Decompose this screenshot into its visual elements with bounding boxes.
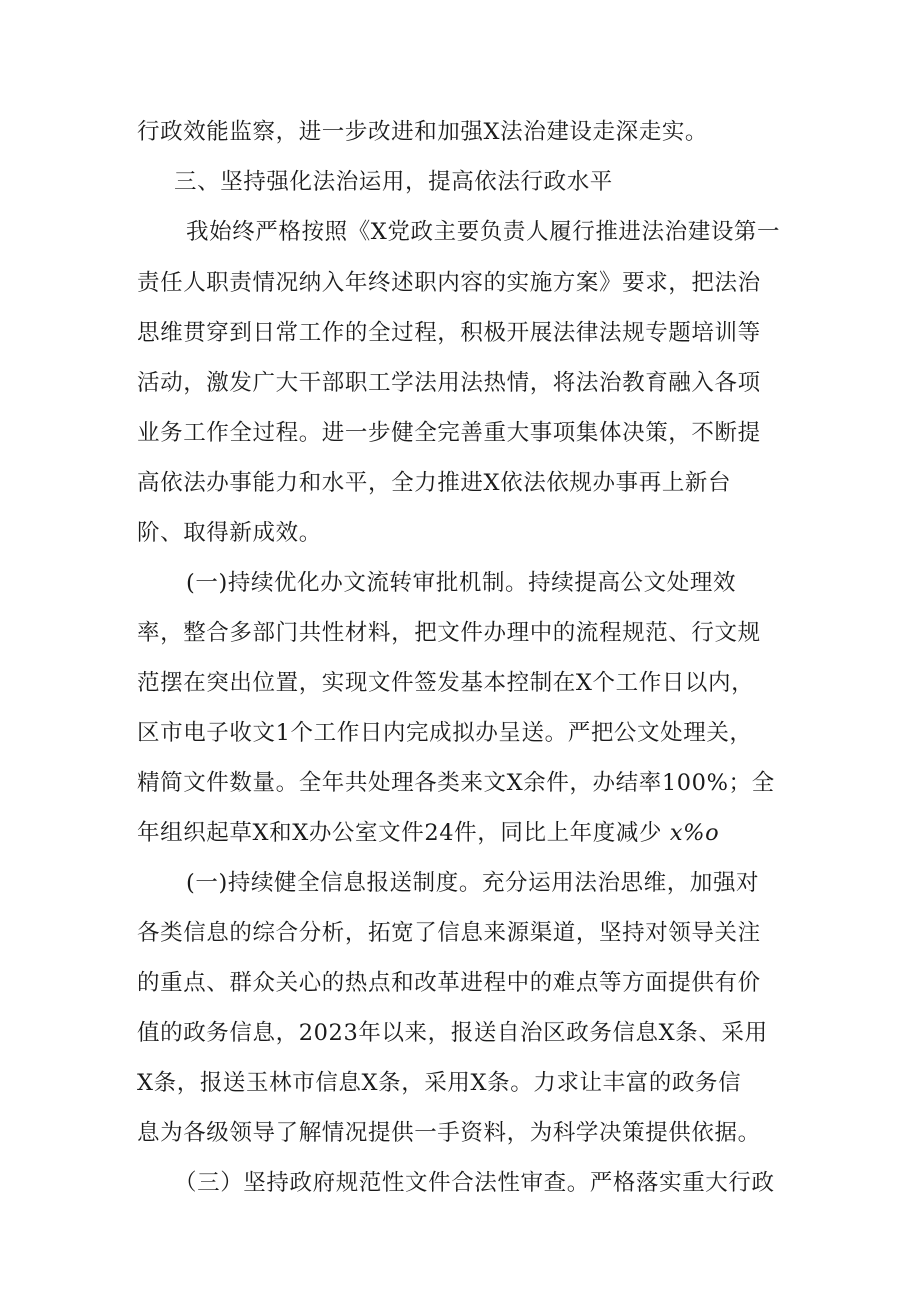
paragraph-line: 行政效能监察，进一步改进和加强X法治建设走深走实。	[137, 119, 709, 145]
paragraph-line: 率，整合多部门共性材料，把文件办理中的流程规范、行文规	[137, 620, 761, 646]
paragraph-line: 范摆在突出位置，实现文件签发基本控制在X个工作日以内，	[137, 670, 755, 696]
subsection-line: （三）坚持政府规范性文件合法性审查。严格落实重大行政	[174, 1170, 775, 1196]
percent-value: x%o	[669, 820, 720, 846]
paragraph-line: 业务工作全过程。进一步健全完善重大事项集体决策，不断提	[137, 420, 761, 446]
paragraph-line: 阶、取得新成效。	[137, 520, 322, 546]
paragraph-line: 活动，激发广大干部职工学法用法热情，将法治教育融入各项	[137, 370, 761, 396]
paragraph-line: 责任人职责情况纳入年终述职内容的实施方案》要求，把法治	[137, 270, 761, 296]
section-heading: 三、坚持强化法治运用，提高依法行政水平	[174, 169, 613, 195]
paragraph-line	[137, 818, 719, 848]
paragraph-line: 的重点、群众关心的热点和改革进程中的难点等方面提供有价	[137, 970, 761, 996]
paragraph-line: 息为各级领导了解情况提供一手资料，为科学决策提供依据。	[137, 1120, 761, 1146]
paragraph-line-text: 年组织起草X和X办公室文件24件，同比上年度减少	[137, 820, 663, 846]
paragraph-line: 精简文件数量。全年共处理各类来文X余件，办结率100%；全	[137, 770, 775, 796]
subsection-line: (一)持续健全信息报送制度。充分运用法治思维，加强对	[186, 870, 760, 896]
paragraph-line: 各类信息的综合分析，拓宽了信息来源渠道，坚持对领导关注	[137, 920, 761, 946]
paragraph-line: 思维贯穿到日常工作的全过程，积极开展法律法规专题培训等	[137, 320, 761, 346]
paragraph-line: X条，报送玉林市信息X条，采用X条。力求让丰富的政务信	[137, 1070, 742, 1096]
paragraph-line: 值的政务信息，2023年以来，报送自治区政务信息X条、采用	[137, 1020, 768, 1046]
paragraph-line: 区市电子收文1个工作日内完成拟办呈送。严把公文处理关，	[137, 720, 753, 746]
subsection-line: (一)持续优化办文流转审批机制。持续提高公文处理效	[186, 570, 737, 596]
paragraph-line: 高依法办事能力和水平，全力推进X依法依规办事再上新台	[137, 470, 732, 496]
paragraph-line: 我始终严格按照《X党政主要负责人履行推进法治建设第一	[186, 219, 781, 245]
